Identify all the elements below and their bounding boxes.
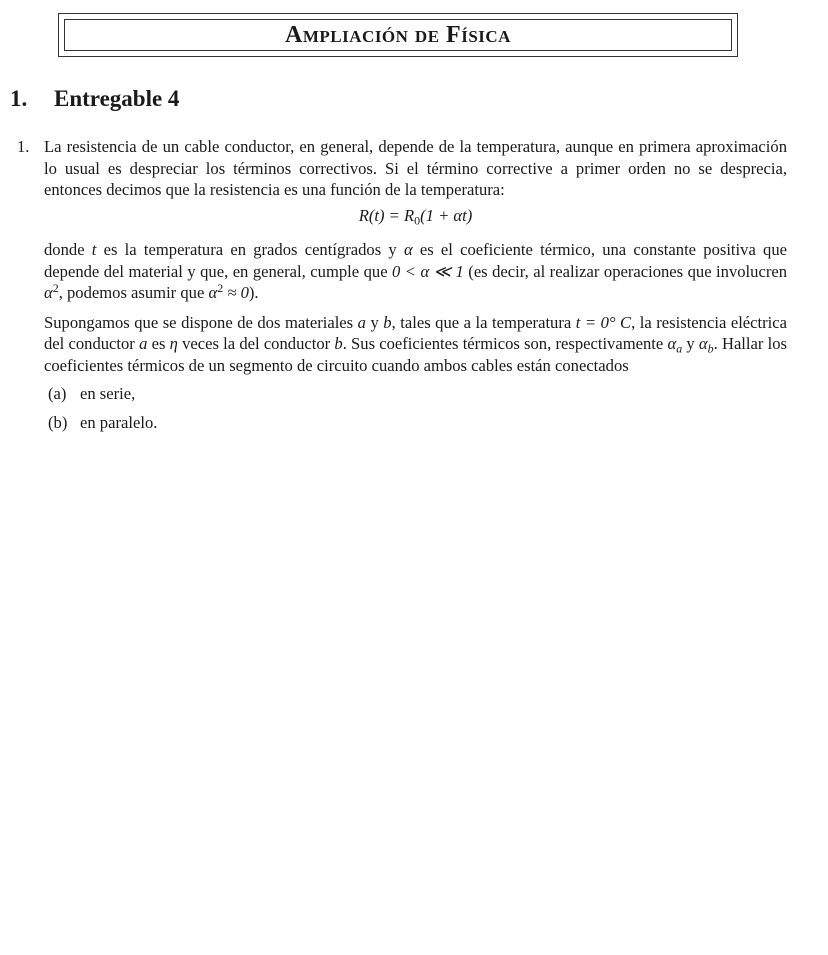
problem-number: 1. (17, 137, 30, 156)
math-temperature: t = 0° C (575, 312, 632, 332)
section-number: 1. (10, 86, 28, 111)
math-var-t: t (91, 240, 97, 259)
math-var-a: a (139, 334, 148, 353)
text-run: y (365, 312, 384, 332)
document-title: Ampliación de Física (285, 21, 511, 48)
math-subscript: a (676, 341, 683, 356)
text-run: donde (44, 240, 92, 259)
item-text: en serie, (80, 384, 136, 403)
section-title: Entregable 4 (54, 86, 180, 111)
text-run: es el coeficiente térmico, una constante positiva que depende del material y que, en general, cumple que (44, 240, 787, 281)
resistance-equation (44, 205, 787, 227)
text-run: . Sus coeficientes térmicos son, respectivamente (342, 334, 668, 353)
item-label: (a) (48, 384, 67, 403)
paragraph-problem-statement (44, 312, 787, 377)
math-inequality: 0 < α ≪ 1 (392, 261, 464, 281)
text-run: , la resistencia eléctrica del conductor (44, 312, 788, 353)
text-run: y (682, 334, 699, 353)
title-box-inner (64, 19, 732, 51)
paragraph-definitions (44, 239, 787, 304)
math-var-a: a (357, 312, 366, 332)
math-var-b: b (334, 334, 343, 353)
problem-1 (17, 136, 787, 433)
math-alpha: α (667, 334, 677, 353)
math-alpha: α (208, 283, 218, 302)
math-exponent: 2 (217, 281, 224, 296)
text-run: . Hallar los coeficientes térmicos de un segmento de circuito cuando ambos cables están conectados (44, 334, 787, 375)
math-alpha: α (698, 334, 708, 353)
list-item (48, 383, 787, 405)
text-run: Supongamos que se dispone de dos materiales (44, 312, 358, 332)
equation-lhs: R(t) = R (358, 205, 415, 225)
equation-subscript: 0 (414, 213, 421, 228)
math-var-alpha: α (403, 240, 413, 259)
title-box-outer (58, 13, 738, 57)
equation-rhs: (1 + αt) (420, 205, 473, 225)
text-run: ). (248, 283, 259, 302)
paragraph-intro: La resistencia de un cable conductor, en general, depende de la temperatura, aunque en primera aproximación lo usual es despreciar los términos correctivos. Si el término corrective a primer orden no se desprecia, entonces decimos que la resistencia es una función de la temperatura: (44, 137, 787, 199)
section-heading (10, 86, 179, 112)
text-run: , podemos asumir que (58, 283, 209, 302)
math-approx: ≈ 0 (223, 283, 249, 302)
text-run: veces la del conductor (177, 334, 335, 353)
math-var-eta: η (169, 334, 178, 353)
text-run: (es decir, al realizar operaciones que involucren (463, 261, 788, 281)
list-item (48, 412, 787, 434)
math-var-b: b (383, 312, 392, 332)
text-run: , tales que a la temperatura (391, 312, 576, 332)
item-text: en paralelo. (80, 412, 158, 432)
problem-body (44, 136, 787, 433)
item-label: (b) (48, 412, 68, 432)
math-exponent: 2 (52, 281, 59, 296)
math-alpha: α (44, 283, 53, 302)
text-run: es (147, 334, 170, 353)
text-run: es la temperatura en grados centígrados y (96, 240, 404, 259)
math-subscript: b (707, 341, 714, 356)
